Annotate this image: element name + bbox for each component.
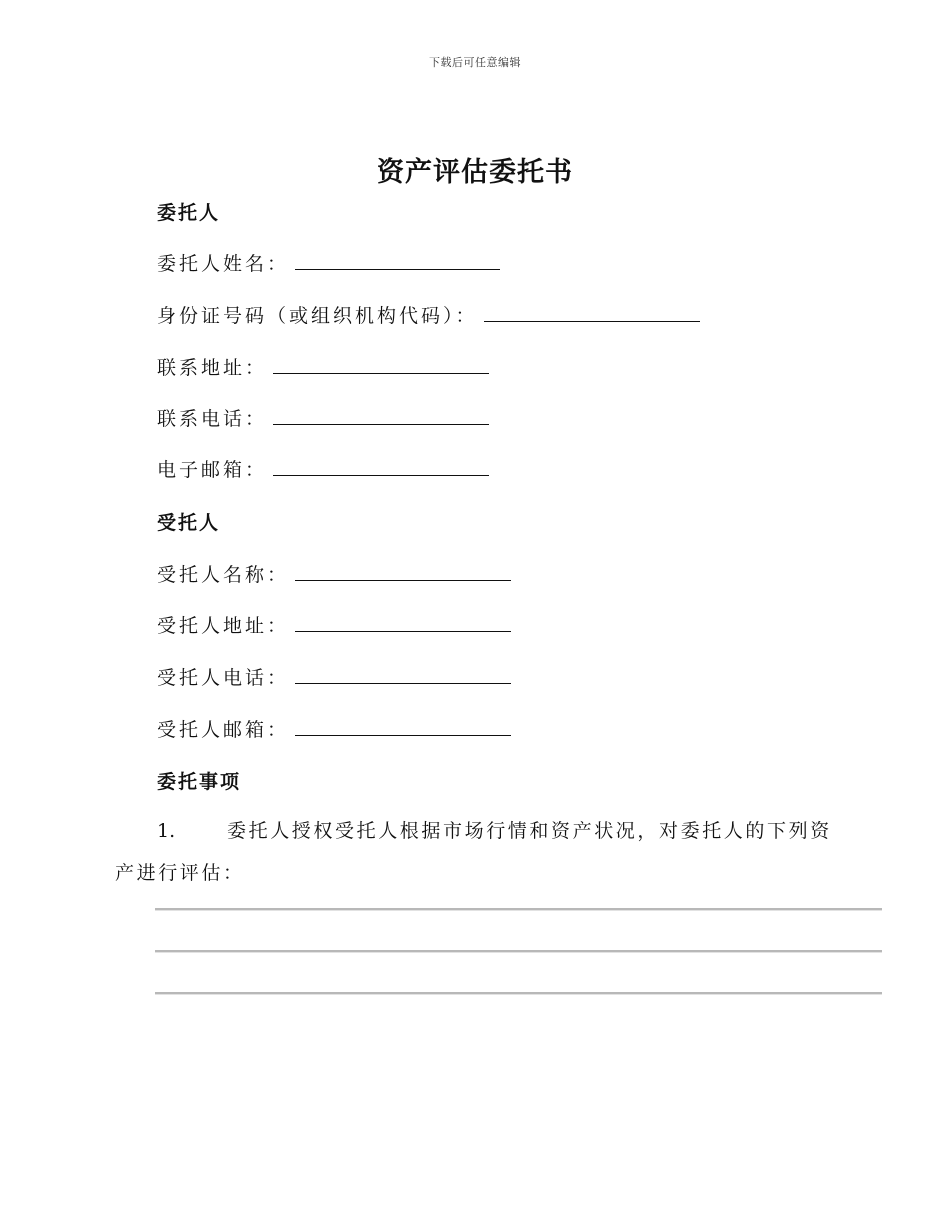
fill-in-blank[interactable] <box>295 721 511 736</box>
client-email-field <box>157 455 489 482</box>
field-label: 联系电话： <box>157 408 268 430</box>
item-1-paragraph <box>115 810 835 894</box>
field-label: 受托人电话： <box>157 667 290 689</box>
item-text: 委托人授权受托人根据市场行情和资产状况，对委托人的下列资产进行评估： <box>115 820 832 884</box>
trustee-phone-field <box>157 663 511 690</box>
field-label: 电子邮箱： <box>157 459 268 481</box>
fill-in-blank[interactable] <box>295 617 511 632</box>
fill-in-line[interactable] <box>155 992 882 995</box>
fill-in-blank[interactable] <box>295 566 511 581</box>
trustee-address-field <box>157 611 511 638</box>
field-label: 受托人名称： <box>157 564 290 586</box>
fill-in-blank[interactable] <box>273 410 489 425</box>
fill-in-line[interactable] <box>155 950 882 953</box>
section-heading-trustee: 受托人 <box>157 512 221 534</box>
trustee-name-field <box>157 560 511 587</box>
fill-in-blank[interactable] <box>295 669 511 684</box>
field-label: 身份证号码（或组织机构代码）： <box>157 305 478 327</box>
section-heading-client: 委托人 <box>157 202 221 224</box>
fill-in-blank[interactable] <box>273 461 489 476</box>
item-number: 1. <box>157 820 176 842</box>
client-address-field <box>157 353 489 380</box>
fill-in-blank[interactable] <box>484 307 700 322</box>
page-header: 下载后可任意编辑 <box>429 56 521 69</box>
client-name-field <box>157 249 500 276</box>
fill-in-line[interactable] <box>155 908 882 911</box>
document-title: 资产评估委托书 <box>377 157 573 188</box>
client-phone-field <box>157 404 489 431</box>
fill-in-blank[interactable] <box>273 359 489 374</box>
field-label: 受托人邮箱： <box>157 719 290 741</box>
field-label: 受托人地址： <box>157 615 290 637</box>
trustee-email-field <box>157 715 511 742</box>
client-id-field <box>157 301 700 328</box>
field-label: 委托人姓名： <box>157 253 290 275</box>
section-heading-matters: 委托事项 <box>157 771 242 793</box>
fill-in-blank[interactable] <box>295 255 500 270</box>
field-label: 联系地址： <box>157 357 268 379</box>
